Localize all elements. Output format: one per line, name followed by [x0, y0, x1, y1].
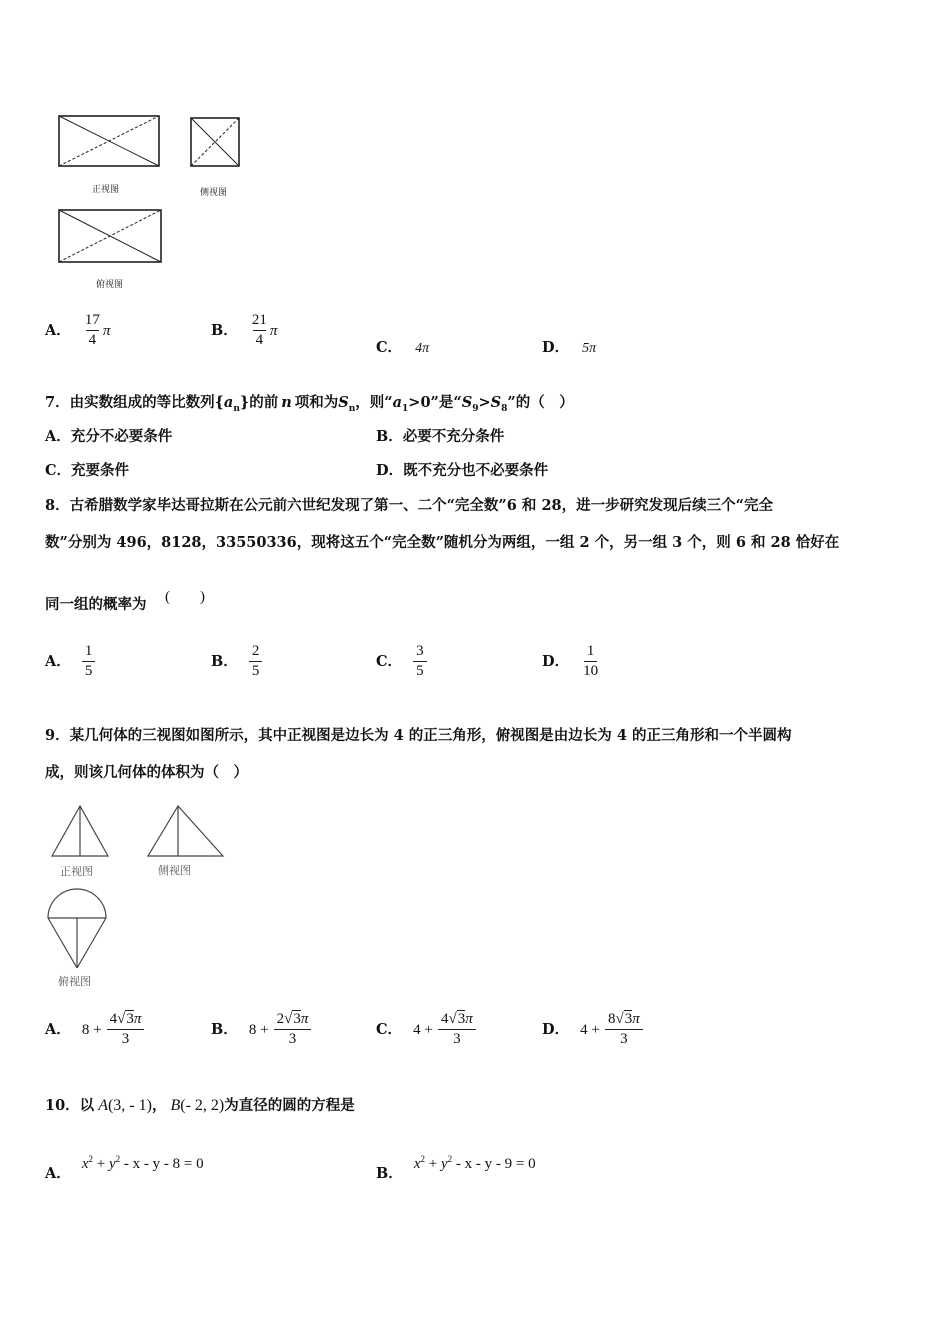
q7-option-d[interactable]: D．既不充分也不必要条件 [376, 462, 549, 479]
q8-stem-line3: 同一组的概率为 [45, 596, 147, 613]
q7-option-b[interactable]: B．必要不充分条件 [376, 428, 505, 445]
q6-top-view [59, 210, 161, 262]
q6-option-d[interactable]: D． 5π [542, 339, 597, 356]
q8-stem-line1: 8．古希腊数学家毕达哥拉斯在公元前六世纪发现了第一、二个“完全数”6 和 28，进一步研究发现后续三个“完全 [45, 497, 773, 514]
q6-option-a[interactable]: A． $\frac{17}{4}$ π [45, 312, 111, 348]
q7-option-a[interactable]: A．充分不必要条件 [45, 428, 173, 445]
q6-side-caption: 侧视图 [200, 188, 228, 198]
q9-option-b[interactable]: B． 8 + $\frac{2√3\pi}{3}$ [211, 1011, 311, 1048]
q7-stem: 7．由实数组成的等比数列$\{a_n\}$的前 n 项和为$S_n$，则“$a_1>0$”是“$S_9>S_8$”的（ ） [45, 394, 574, 414]
q9-option-a[interactable]: A． 8 + $\frac{4√3\pi}{3}$ [45, 1011, 144, 1048]
q6-side-view [191, 118, 239, 166]
q6-option-b[interactable]: B． $\frac{21}{4}$ π [211, 312, 278, 348]
q8-answer-paren: ( ) [165, 589, 205, 605]
q6-front-caption: 正视图 [92, 185, 120, 195]
q9-front-view [52, 806, 108, 856]
q9-stem-line2: 成，则该几何体的体积为（ ） [45, 764, 248, 781]
q8-option-a[interactable]: A． $\frac{1}{5}$ [45, 643, 95, 680]
q6-front-view [59, 116, 159, 166]
q9-option-d[interactable]: D． 4 + $\frac{8√3\pi}{3}$ [542, 1011, 643, 1048]
q6-option-c[interactable]: C． 4π [376, 339, 430, 356]
q7-option-c[interactable]: C．充要条件 [45, 462, 130, 479]
q8-option-c[interactable]: C． $\frac{3}{5}$ [376, 643, 427, 680]
q8-option-b[interactable]: B． $\frac{2}{5}$ [211, 643, 262, 680]
q8-stem-line2: 数”分别为 496，8128，33550336，现将这五个“完全数”随机分为两组，一组 2 个，另一组 3 个，则 6 和 28 恰好在 [45, 534, 840, 551]
q6-three-view-figure [50, 108, 260, 293]
q9-three-view-figure [40, 800, 240, 990]
q9-top-view [48, 889, 106, 968]
q9-stem-line1: 9．某几何体的三视图如图所示，其中正视图是边长为 4 的正三角形，俯视图是由边长为 4 的正三角形和一个半圆构 [45, 727, 792, 744]
q10-option-a[interactable]: A． $x^2 + y^2 - x - y - 8 = 0$ [45, 1154, 204, 1182]
q9-side-view [148, 806, 223, 856]
q10-option-b[interactable]: B． $x^2 + y^2 - x - y - 9 = 0$ [376, 1154, 536, 1182]
q6-top-caption: 俯视图 [96, 280, 124, 290]
q9-side-caption: 侧视图 [158, 864, 191, 877]
q8-option-d[interactable]: D． $\frac{1}{10}$ [542, 643, 599, 679]
q9-option-c[interactable]: C． 4 + $\frac{4√3\pi}{3}$ [376, 1011, 476, 1048]
q10-stem: 10．以 A(3, - 1)， B(- 2, 2)为直径的圆的方程是 [45, 1097, 355, 1114]
q9-top-caption: 俯视图 [58, 975, 91, 988]
q9-front-caption: 正视图 [60, 865, 93, 878]
